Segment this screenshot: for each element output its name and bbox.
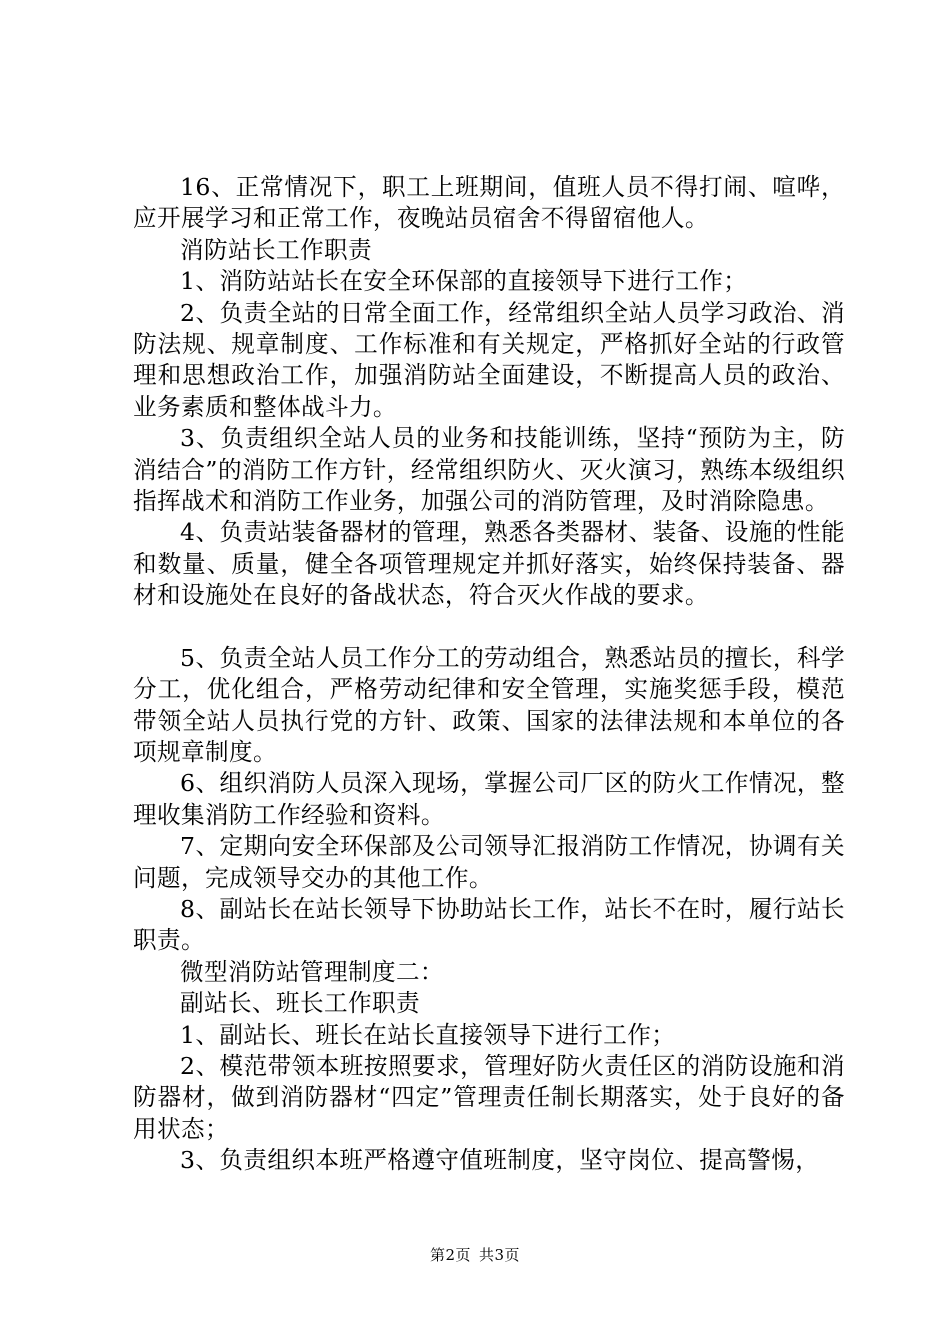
paragraph: 3、负责组织本班严格遵守值班制度，坚守岗位、提高警惕， [180, 1146, 820, 1175]
document-body [133, 172, 845, 1177]
paragraph: 1、副站长、班长在站长直接领导下进行工作； [180, 1020, 676, 1049]
section-heading: 副站长、班长工作职责 [180, 989, 420, 1018]
section-heading: 微型消防站管理制度二： [180, 957, 444, 986]
page-number: 第2页 [429, 1246, 471, 1264]
paragraph: 3、负责组织全站人员的业务和技能训练，坚持“预防为主，防消结合”的消防工作方针，经常组织防火、灭火演习，熟练本级组织指挥战术和消防工作业务，加强公司的消防管理，及时消除隐患。 [133, 424, 845, 516]
section-heading: 消防站长工作职责 [180, 235, 372, 264]
paragraph: 8、副站长在站长领导下协助站长工作，站长不在时，履行站长职责。 [133, 894, 845, 955]
paragraph: 1、消防站站长在安全环保部的直接领导下进行工作； [180, 267, 748, 296]
paragraph: 2、负责全站的日常全面工作，经常组织全站人员学习政治、消防法规、规章制度、工作标准和有关规定，严格抓好全站的行政管理和思想政治工作，加强消防站全面建设，不断提高人员的政治、业务素质和整体战斗力。 [133, 298, 845, 421]
paragraph: 5、负责全站人员工作分工的劳动组合，熟悉站员的擅长，科学分工，优化组合，严格劳动纪律和安全管理，实施奖惩手段，模范带领全站人员执行党的方针、政策、国家的法律法规和本单位的各项规章制度。 [133, 643, 845, 766]
total-pages: 共3页 [479, 1246, 521, 1264]
paragraph: 2、模范带领本班按照要求，管理好防火责任区的消防设施和消防器材，做到消防器材“四定”管理责任制长期落实，处于良好的备用状态； [133, 1051, 845, 1143]
paragraph: 7、定期向安全环保部及公司领导汇报消防工作情况，协调有关问题，完成领导交办的其他工作。 [133, 832, 845, 892]
page-footer [0, 1245, 950, 1265]
paragraph: 4、负责站装备器材的管理，熟悉各类器材、装备、设施的性能和数量、质量，健全各项管理规定并抓好落实，始终保持装备、器材和设施处在良好的备战状态，符合灭火作战的要求。 [133, 518, 845, 610]
paragraph: 16、正常情况下，职工上班期间，值班人员不得打闹、喧哗，应开展学习和正常工作，夜晚站员宿舍不得留宿他人。 [133, 173, 845, 233]
paragraph: 6、组织消防人员深入现场，掌握公司厂区的防火工作情况，整理收集消防工作经验和资料。 [133, 769, 845, 829]
